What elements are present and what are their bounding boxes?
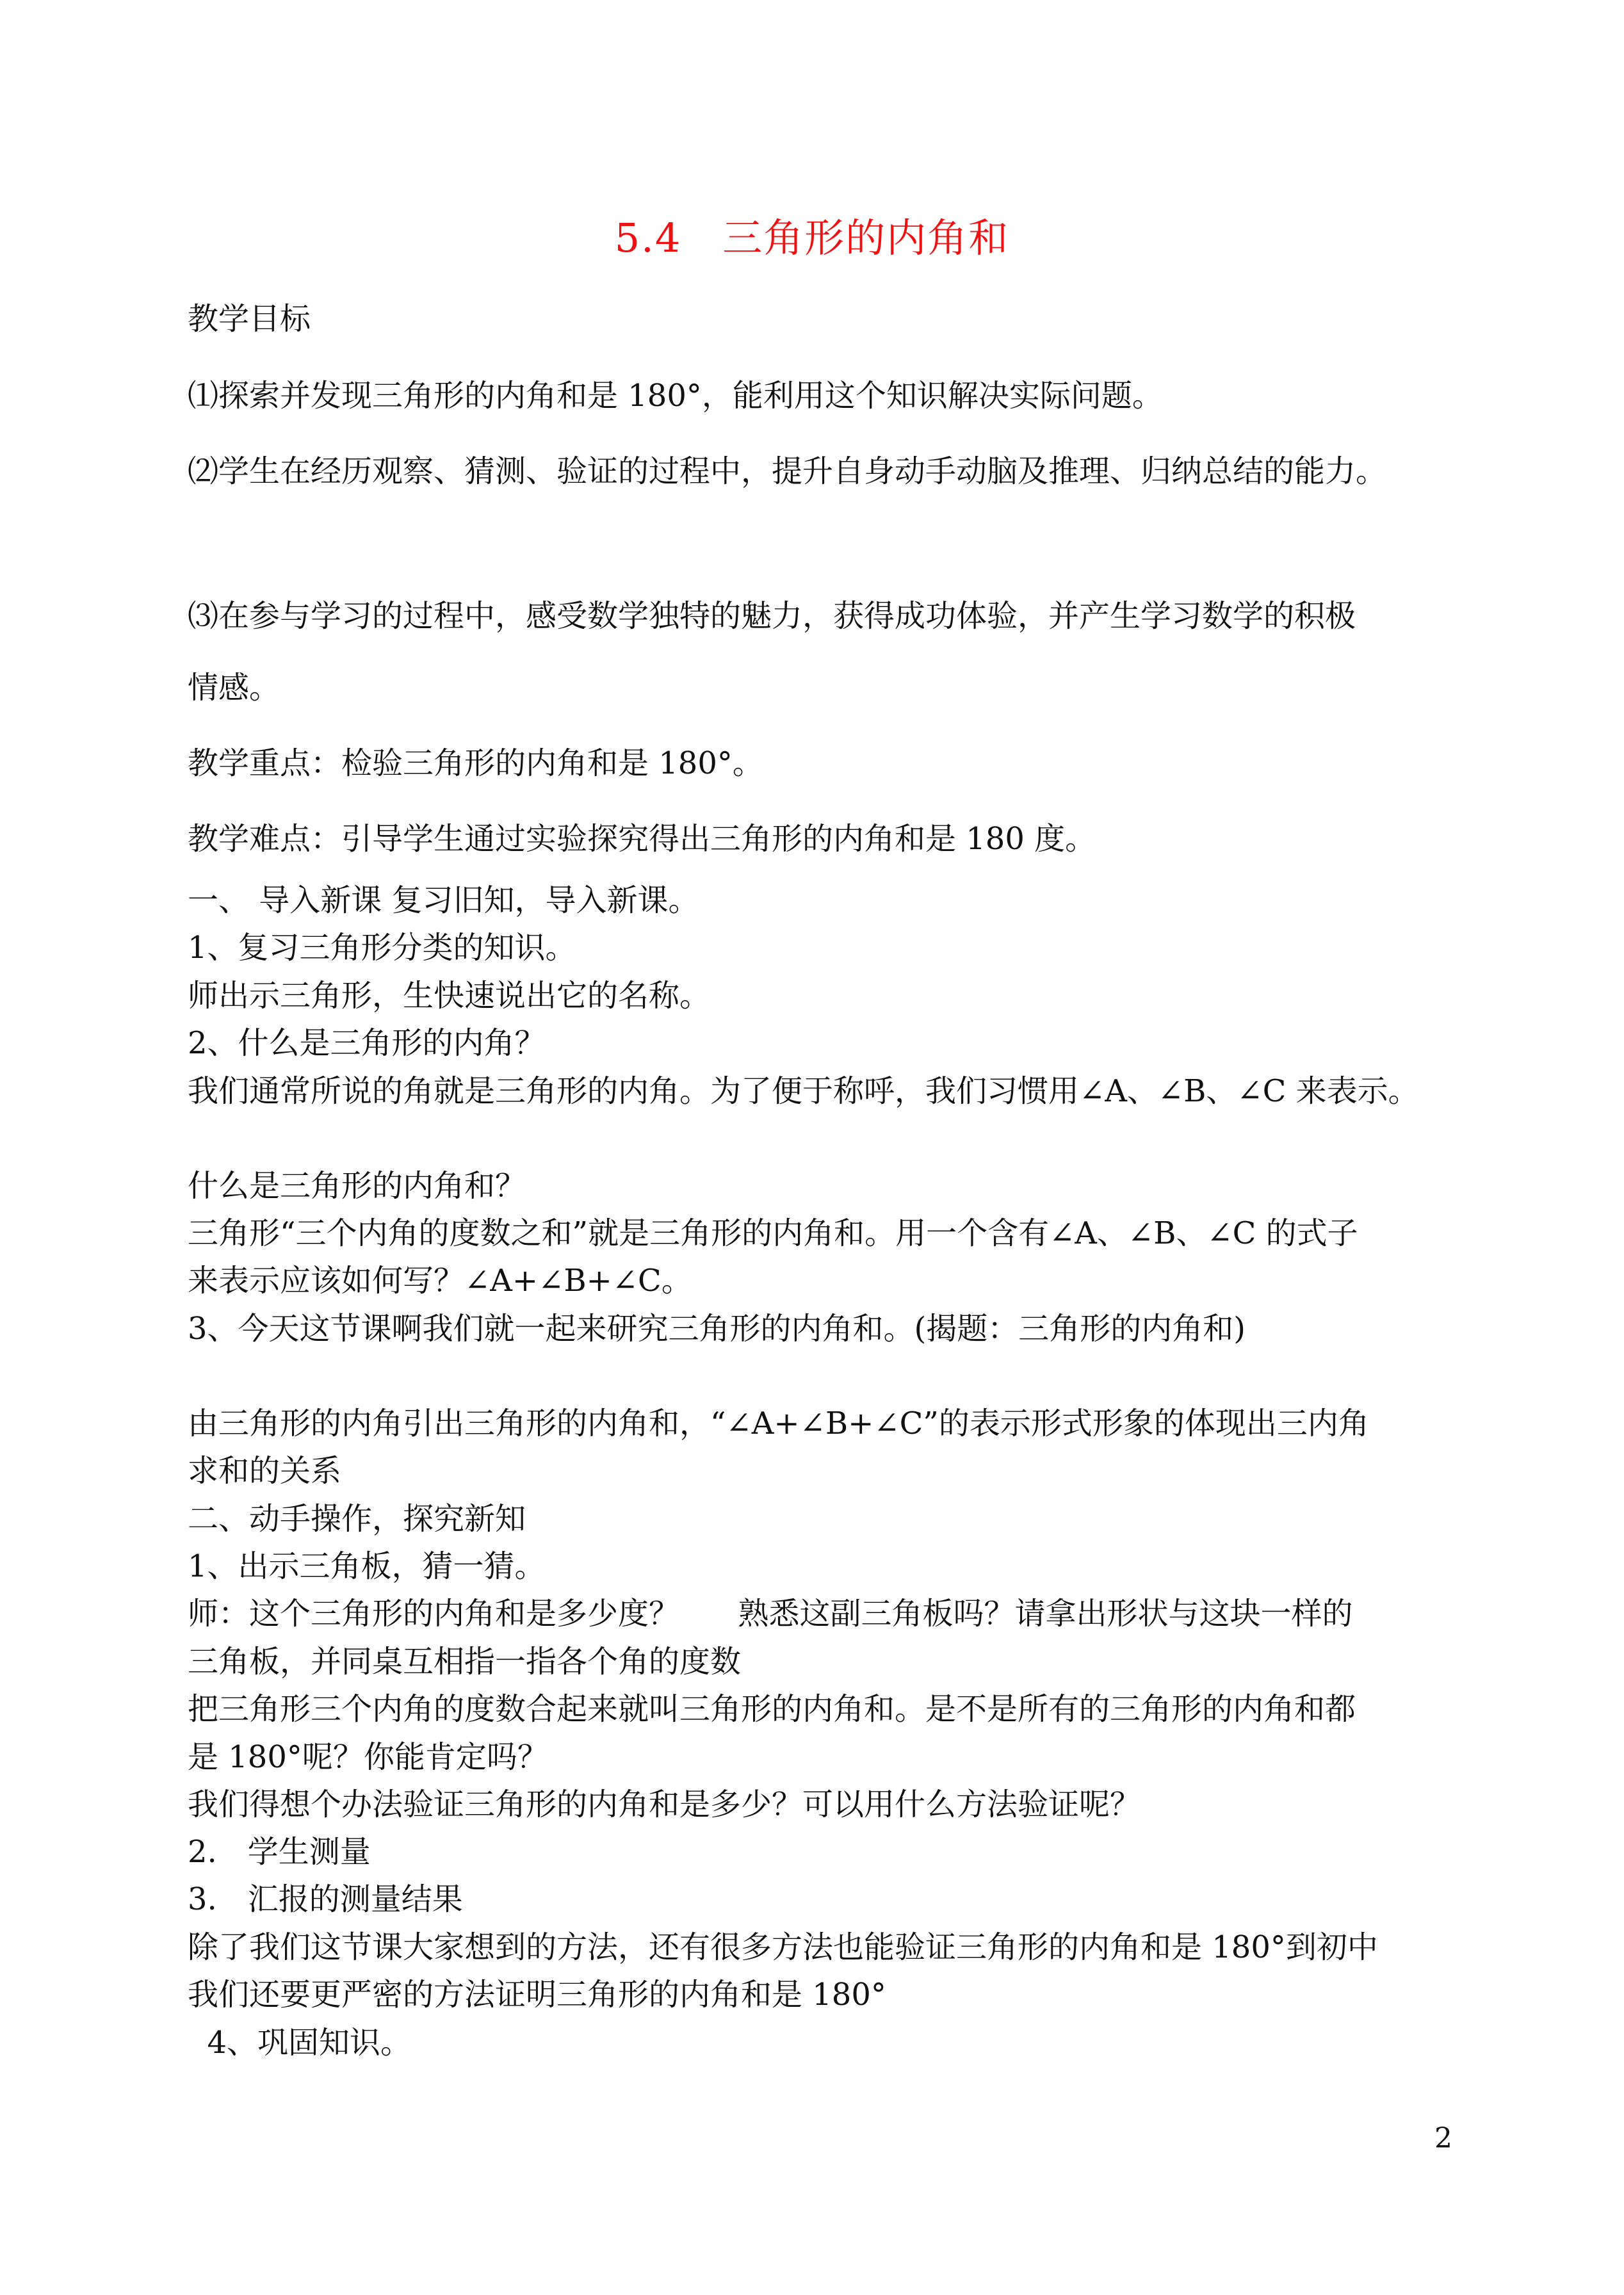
- objectives-heading: 教学目标: [188, 301, 311, 337]
- body-line: 是 180°呢？你能肯定吗？: [188, 1739, 548, 1775]
- body-line: 1、出示三角板，猜一猜。: [188, 1548, 546, 1584]
- objective-1: ⑴探索并发现三角形的内角和是 180°，能利用这个知识解决实际问题。: [188, 378, 1163, 414]
- objective-2: ⑵学生在经历观察、猜测、验证的过程中，提升自身动手动脑及推理、归纳总结的能力。: [188, 453, 1387, 489]
- body-line: 师：这个三角形的内角和是多少度？ 熟悉这副三角板吗？请拿出形状与这块一样的: [188, 1596, 1353, 1632]
- body-line: 2、什么是三角形的内角？: [188, 1025, 546, 1061]
- body-line: 三角板，并同桌互相指一指各个角的度数: [188, 1644, 742, 1680]
- objective-3: ⑶在参与学习的过程中，感受数学独特的魅力，获得成功体验，并产生学习数学的积极: [188, 598, 1356, 634]
- body-line: 由三角形的内角引出三角形的内角和，“∠A+∠B+∠C”的表示形式形象的体现出三内角: [188, 1406, 1369, 1441]
- page-number: 2: [1434, 2122, 1452, 2155]
- body-line: 师出示三角形，生快速说出它的名称。: [188, 978, 711, 1014]
- body-line: 我们还要更严密的方法证明三角形的内角和是 180°: [188, 1977, 886, 2013]
- body-line: 一、 导入新课 复习旧知，导入新课。: [188, 882, 699, 918]
- body-line: 1、复习三角形分类的知识。: [188, 930, 576, 966]
- body-line: 二、动手操作，探究新知: [188, 1501, 526, 1537]
- body-line: 把三角形三个内角的度数合起来就叫三角形的内角和。是不是所有的三角形的内角和都: [188, 1691, 1356, 1727]
- key-point: 教学重点：检验三角形的内角和是 180°。: [188, 745, 763, 781]
- document-title: 5.4 三角形的内角和: [614, 215, 1010, 261]
- body-line: 2. 学生测量: [188, 1834, 371, 1870]
- objective-3-continued: 情感。: [188, 670, 280, 706]
- body-line: 什么是三角形的内角和？: [188, 1168, 526, 1204]
- body-line: 我们通常所说的角就是三角形的内角。为了便于称呼，我们习惯用∠A、∠B、∠C 来表示。: [188, 1073, 1419, 1109]
- body-line: 我们得想个办法验证三角形的内角和是多少？可以用什么方法验证呢？: [188, 1787, 1141, 1822]
- body-line: 4、巩固知识。: [188, 2025, 412, 2061]
- body-line: 三角形“三个内角的度数之和”就是三角形的内角和。用一个含有∠A、∠B、∠C 的式子: [188, 1215, 1358, 1251]
- body-line: 3. 汇报的测量结果: [188, 1881, 463, 1917]
- body-line: 3、今天这节课啊我们就一起来研究三角形的内角和。(揭题：三角形的内角和): [188, 1311, 1246, 1347]
- body-line: 求和的关系: [188, 1453, 342, 1489]
- body-line: 除了我们这节课大家想到的方法，还有很多方法也能验证三角形的内角和是 180°到初中: [188, 1929, 1378, 1965]
- body-line: 来表示应该如何写？∠A+∠B+∠C。: [188, 1263, 692, 1299]
- difficulty: 教学难点：引导学生通过实验探究得出三角形的内角和是 180 度。: [188, 821, 1096, 857]
